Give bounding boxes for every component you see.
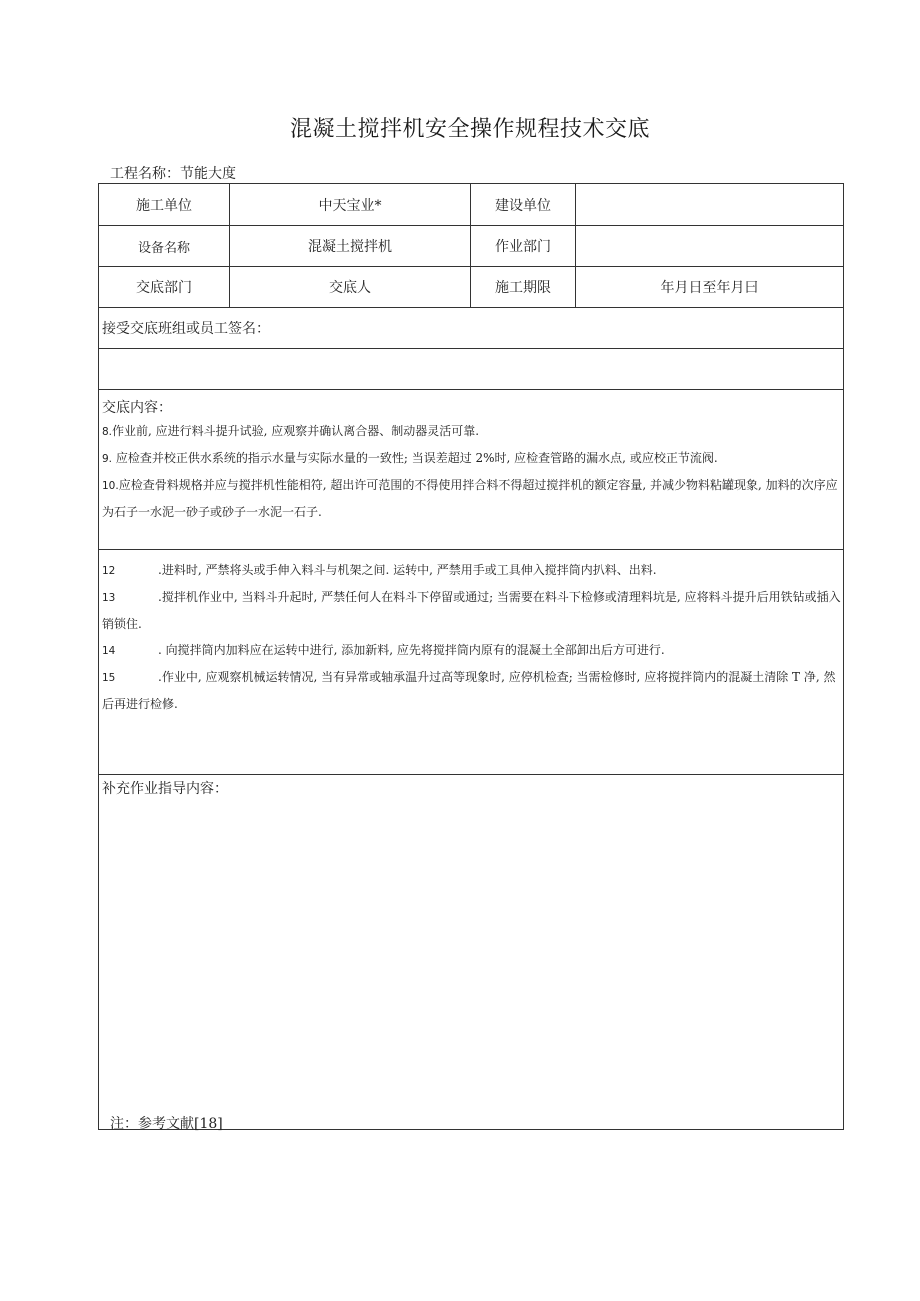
content-item: 15 .作业中, 应观察机械运转情况, 当有异常或轴承温升过高等现象时, 应停机检查; 当需检修时, 应将搅拌筒内的混凝土清除 T 净, 然后再进行检修. (102, 670, 836, 711)
value-construction-unit[interactable]: 中天宝业* (230, 184, 471, 226)
form-row-signature-area (99, 349, 844, 390)
content-item: 8.作业前, 应进行料斗提升试验, 应观察并确认离合器、制动器灵活可靠. (102, 424, 480, 438)
value-equipment-name[interactable]: 混凝土搅拌机 (230, 226, 471, 267)
reference-note: 注：参考文献[18] (110, 1116, 223, 1132)
signature-area[interactable] (99, 349, 844, 390)
disclosure-form-table (98, 183, 844, 1130)
label-disclosure-department: 交底部门 (99, 267, 230, 308)
value-work-department[interactable] (576, 226, 844, 267)
value-build-unit[interactable] (576, 184, 844, 226)
form-row-content (99, 390, 844, 550)
disclosure-content-block-2 (99, 550, 844, 775)
label-equipment-name: 设备名称 (99, 226, 230, 267)
content-item: 14 . 向搅拌筒内加料应在运转中进行, 添加新料, 应先将搅拌筒内原有的混凝土全部卸出后方可进行. (102, 643, 665, 657)
form-row-signature-label (99, 308, 844, 349)
content-item: 10.应检查骨料规格并应与搅拌机性能相符, 超出许可范围的不得使用拌合料不得超过搅拌机的额定容量, 并减少物料粘罐现象, 加料的次序应为石子一水泥一砂子或砂子一水泥一石子. (102, 478, 838, 519)
form-row-construction-unit (99, 184, 844, 226)
project-name: 工程名称：节能大度 (110, 166, 236, 182)
label-build-unit: 建设单位 (471, 184, 576, 226)
form-row-disclosure-dept (99, 267, 844, 308)
supplement-label: 补充作业指导内容： (102, 781, 228, 797)
content-item: 13 .搅拌机作业中, 当料斗升起时, 严禁任何人在料斗下停留或通过; 当需要在料斗下检修或清理料坑是, 应将料斗提升后用铁钻或插入销锁住. (102, 590, 841, 631)
content-item: 9. 应检查并校正供水系统的指示水量与实际水量的一致性; 当误差超过 2%时, 应检查管路的漏水点, 或应校正节流阀. (102, 451, 718, 465)
form-row-content-continued (99, 550, 844, 775)
signature-label: 接受交底班组或员工签名： (99, 308, 844, 349)
value-construction-period[interactable]: 年月日至年月曰 (576, 267, 844, 308)
content-heading: 交底内容： (102, 400, 172, 416)
form-row-equipment (99, 226, 844, 267)
label-discloser: 交底人 (230, 267, 471, 308)
label-work-department: 作业部门 (471, 226, 576, 267)
label-construction-unit: 施工单位 (99, 184, 230, 226)
label-construction-period: 施工期限 (471, 267, 576, 308)
supplement-block[interactable] (99, 775, 844, 1130)
content-item: 12 .进料时, 严禁将头或手伸入料斗与机架之间. 运转中, 严禁用手或工具伸入搅拌筒内扒料、出料. (102, 563, 657, 577)
document-title: 混凝土搅拌机安全操作规程技术交底 (289, 117, 650, 142)
form-row-supplement (99, 775, 844, 1130)
disclosure-content-block (99, 390, 844, 550)
